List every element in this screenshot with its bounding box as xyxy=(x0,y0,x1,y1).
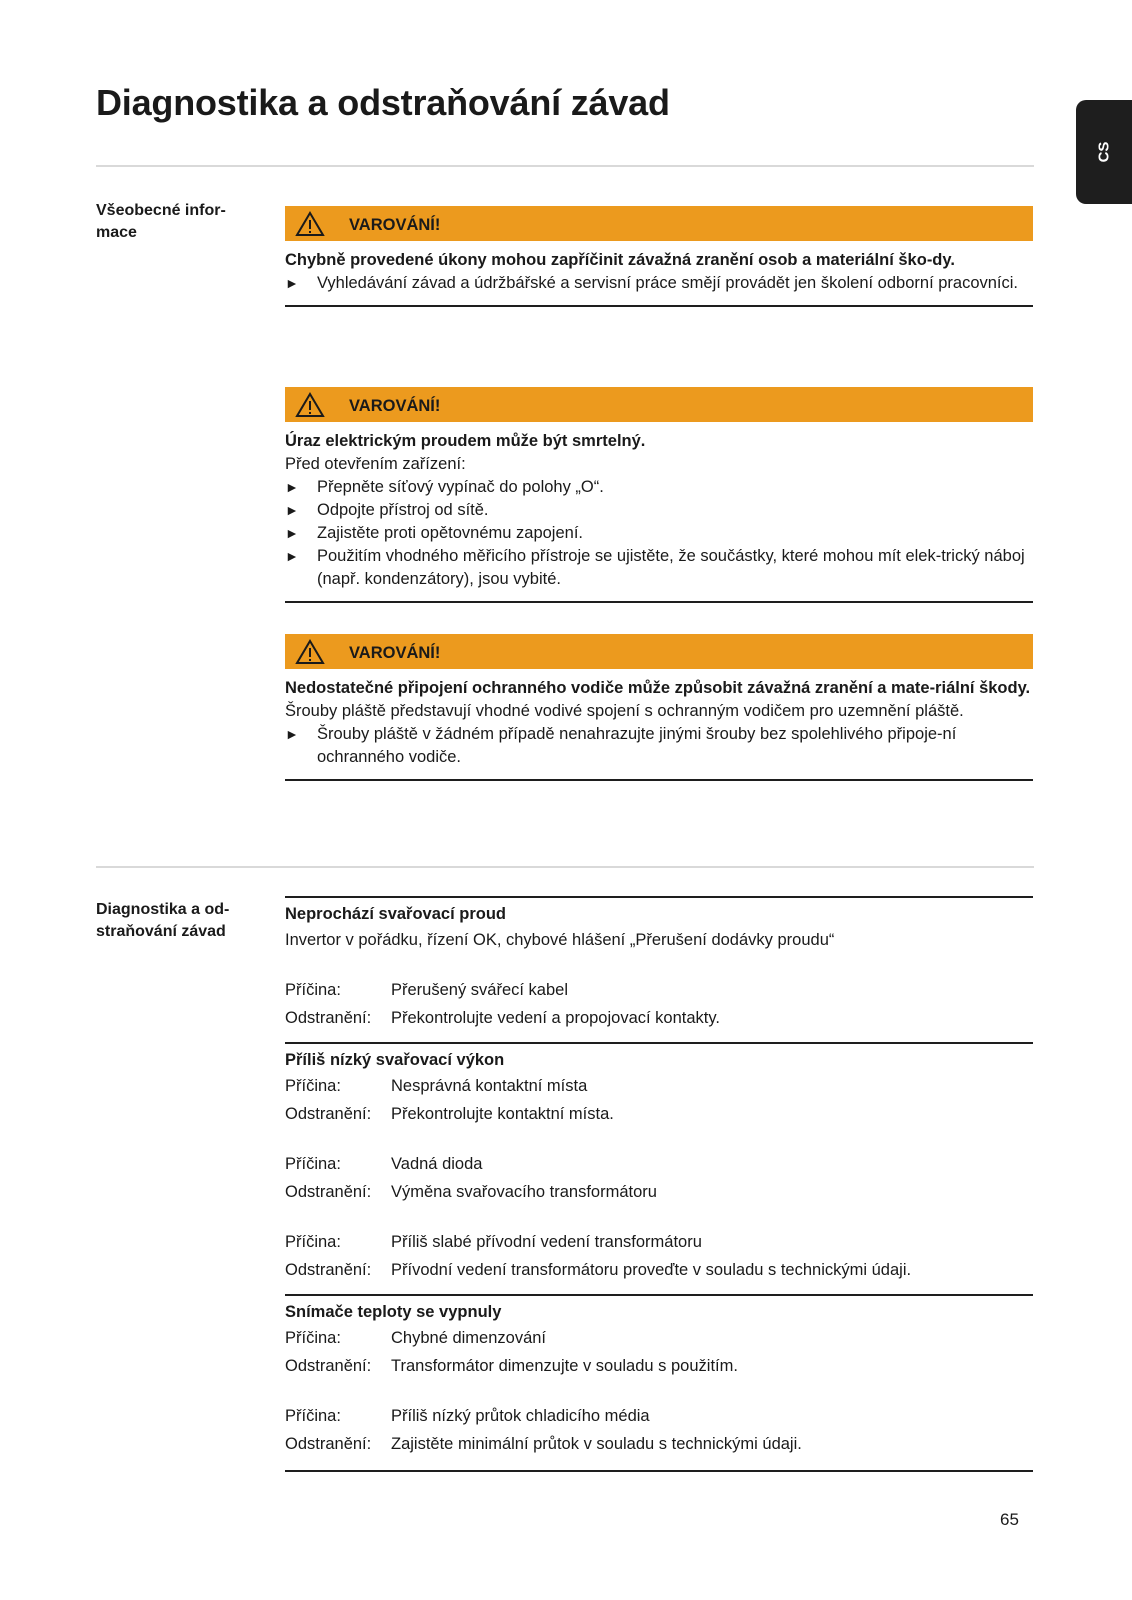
cause-text: Nesprávná kontaktní místa xyxy=(391,1077,588,1095)
remedy-text: Výměna svařovacího transformátoru xyxy=(391,1183,657,1201)
warning-bar xyxy=(285,634,1033,669)
warning-box-3 xyxy=(285,634,1033,781)
bullet-text: Zajistěte proti opětovnému zapojení. xyxy=(317,524,583,542)
cause-label: Příčina: xyxy=(285,1233,341,1251)
remedy-text: Transformátor dimenzujte v souladu s použitím. xyxy=(391,1357,738,1375)
triangle-right-icon: ► xyxy=(285,726,299,742)
remedy-text: Zajistěte minimální průtok v souladu s technickými údaji. xyxy=(391,1435,802,1453)
cause-label: Příčina: xyxy=(285,1329,341,1347)
warning-label: VAROVÁNÍ! xyxy=(349,216,441,234)
cause-row xyxy=(285,1150,1033,1178)
warning-triangle-icon xyxy=(295,639,325,665)
fault-title: Příliš nízký svařovací výkon xyxy=(285,1051,505,1069)
cause-row xyxy=(285,1228,1033,1256)
remedy-label: Odstranění: xyxy=(285,1435,372,1453)
triangle-right-icon: ► xyxy=(285,548,299,564)
remedy-row xyxy=(285,1178,1033,1206)
remedy-label: Odstranění: xyxy=(285,1009,372,1027)
cause-row xyxy=(285,1402,1033,1430)
remedy-label: Odstranění: xyxy=(285,1261,372,1279)
fault-rows xyxy=(285,926,1033,1032)
language-tab[interactable] xyxy=(1076,100,1132,204)
warning-bar xyxy=(285,387,1033,422)
triangle-right-icon: ► xyxy=(285,525,299,541)
remedy-label: Odstranění: xyxy=(285,1105,372,1123)
cause-text: Chybné dimenzování xyxy=(391,1329,547,1347)
warning-bullet xyxy=(285,476,1033,499)
remedy-text: Překontrolujte vedení a propojovací kontakty. xyxy=(391,1009,720,1027)
remedy-label: Odstranění: xyxy=(285,1183,372,1201)
cause-row xyxy=(285,1324,1033,1352)
bullet-text: Šrouby pláště v žádném případě nenahrazujte jinými šrouby bez spolehlivého připoje-ní ochranného vodiče. xyxy=(317,725,957,766)
warning-body xyxy=(285,422,1033,603)
spacer xyxy=(285,954,1033,976)
cause-row xyxy=(285,976,1033,1004)
warning-bullet xyxy=(285,723,1033,769)
warning-bullet xyxy=(285,499,1033,522)
section-label-line: straňování závad xyxy=(96,923,226,940)
warning-triangle-icon xyxy=(295,392,325,418)
warning-bullet xyxy=(285,272,1033,295)
warning-heading: Nedostatečné připojení ochranného vodiče může způsobit závažná zranění a mate-riální škody. xyxy=(285,679,1031,697)
remedy-row xyxy=(285,1430,1033,1458)
spacer xyxy=(285,1128,1033,1150)
fault-table xyxy=(285,896,1033,1472)
remedy-row xyxy=(285,1004,1033,1032)
title-divider xyxy=(96,165,1034,167)
cause-label: Příčina: xyxy=(285,1407,341,1425)
warning-intro: Šrouby pláště představují vhodné vodivé spojení s ochranným vodičem pro uzemnění pláště. xyxy=(285,702,964,720)
warning-heading: Úraz elektrickým proudem může být smrtelný. xyxy=(285,432,646,450)
cause-text: Příliš nízký průtok chladicího média xyxy=(391,1407,650,1425)
section-divider xyxy=(96,866,1034,868)
bullet-text: Přepněte síťový vypínač do polohy „O“. xyxy=(317,478,604,496)
warning-label: VAROVÁNÍ! xyxy=(349,397,441,415)
cause-row xyxy=(285,1072,1033,1100)
section-label-line: Všeobecné infor- xyxy=(96,202,226,219)
bullet-text: Vyhledávání závad a údržbářské a servisní práce smějí provádět jen školení odborní pracovníci. xyxy=(317,274,1019,292)
warning-intro: Před otevřením zařízení: xyxy=(285,455,466,473)
cause-label: Příčina: xyxy=(285,1077,341,1095)
cause-label: Příčina: xyxy=(285,1155,341,1173)
section-label-line: Diagnostika a od- xyxy=(96,901,230,918)
warning-box-2 xyxy=(285,387,1033,603)
remedy-label: Odstranění: xyxy=(285,1357,372,1375)
warning-body xyxy=(285,669,1033,781)
fault-rows xyxy=(285,1324,1033,1458)
triangle-right-icon: ► xyxy=(285,275,299,291)
section-label-general xyxy=(96,200,266,244)
page-number: 65 xyxy=(1000,1510,1019,1529)
fault-section xyxy=(285,896,1033,1032)
remedy-text: Přívodní vedení transformátoru proveďte v souladu s technickými údaji. xyxy=(391,1261,912,1279)
warning-bullet xyxy=(285,545,1033,591)
warning-body xyxy=(285,241,1033,307)
cause-text: Přerušený svářecí kabel xyxy=(391,981,568,999)
bullet-text: Odpojte přístroj od sítě. xyxy=(317,501,489,519)
fault-rows xyxy=(285,1072,1033,1284)
fault-section xyxy=(285,1042,1033,1284)
warning-bullet xyxy=(285,522,1033,545)
warning-label: VAROVÁNÍ! xyxy=(349,644,441,662)
fault-title: Neprochází svařovací proud xyxy=(285,905,506,923)
spacer xyxy=(285,1206,1033,1228)
warning-box-1 xyxy=(285,206,1033,307)
warning-heading: Chybně provedené úkony mohou zapříčinit závažná zranění osob a materiální ško-dy. xyxy=(285,251,955,269)
fault-description: Invertor v pořádku, řízení OK, chybové hlášení „Přerušení dodávky proudu“ xyxy=(285,931,835,949)
cause-label: Příčina: xyxy=(285,981,341,999)
fault-title: Snímače teploty se vypnuly xyxy=(285,1303,502,1321)
warning-triangle-icon xyxy=(295,211,325,237)
triangle-right-icon: ► xyxy=(285,479,299,495)
remedy-text: Překontrolujte kontaktní místa. xyxy=(391,1105,614,1123)
language-tab-label: CS xyxy=(1095,141,1113,163)
fault-section xyxy=(285,1294,1033,1472)
remedy-row xyxy=(285,1352,1033,1380)
triangle-right-icon: ► xyxy=(285,502,299,518)
section-label-troubleshoot xyxy=(96,899,266,943)
bullet-text: Použitím vhodného měřicího přístroje se ujistěte, že součástky, které mohou mít elek-trický náboj (např. kondenzátory), jsou vybité. xyxy=(317,547,1025,588)
remedy-row xyxy=(285,1256,1033,1284)
spacer xyxy=(285,1380,1033,1402)
section-label-line: mace xyxy=(96,224,137,241)
page-title: Diagnostika a odstraňování závad xyxy=(96,82,670,123)
cause-text: Příliš slabé přívodní vedení transformátoru xyxy=(391,1233,702,1251)
warning-bar xyxy=(285,206,1033,241)
remedy-row xyxy=(285,1100,1033,1128)
cause-text: Vadná dioda xyxy=(391,1155,483,1173)
